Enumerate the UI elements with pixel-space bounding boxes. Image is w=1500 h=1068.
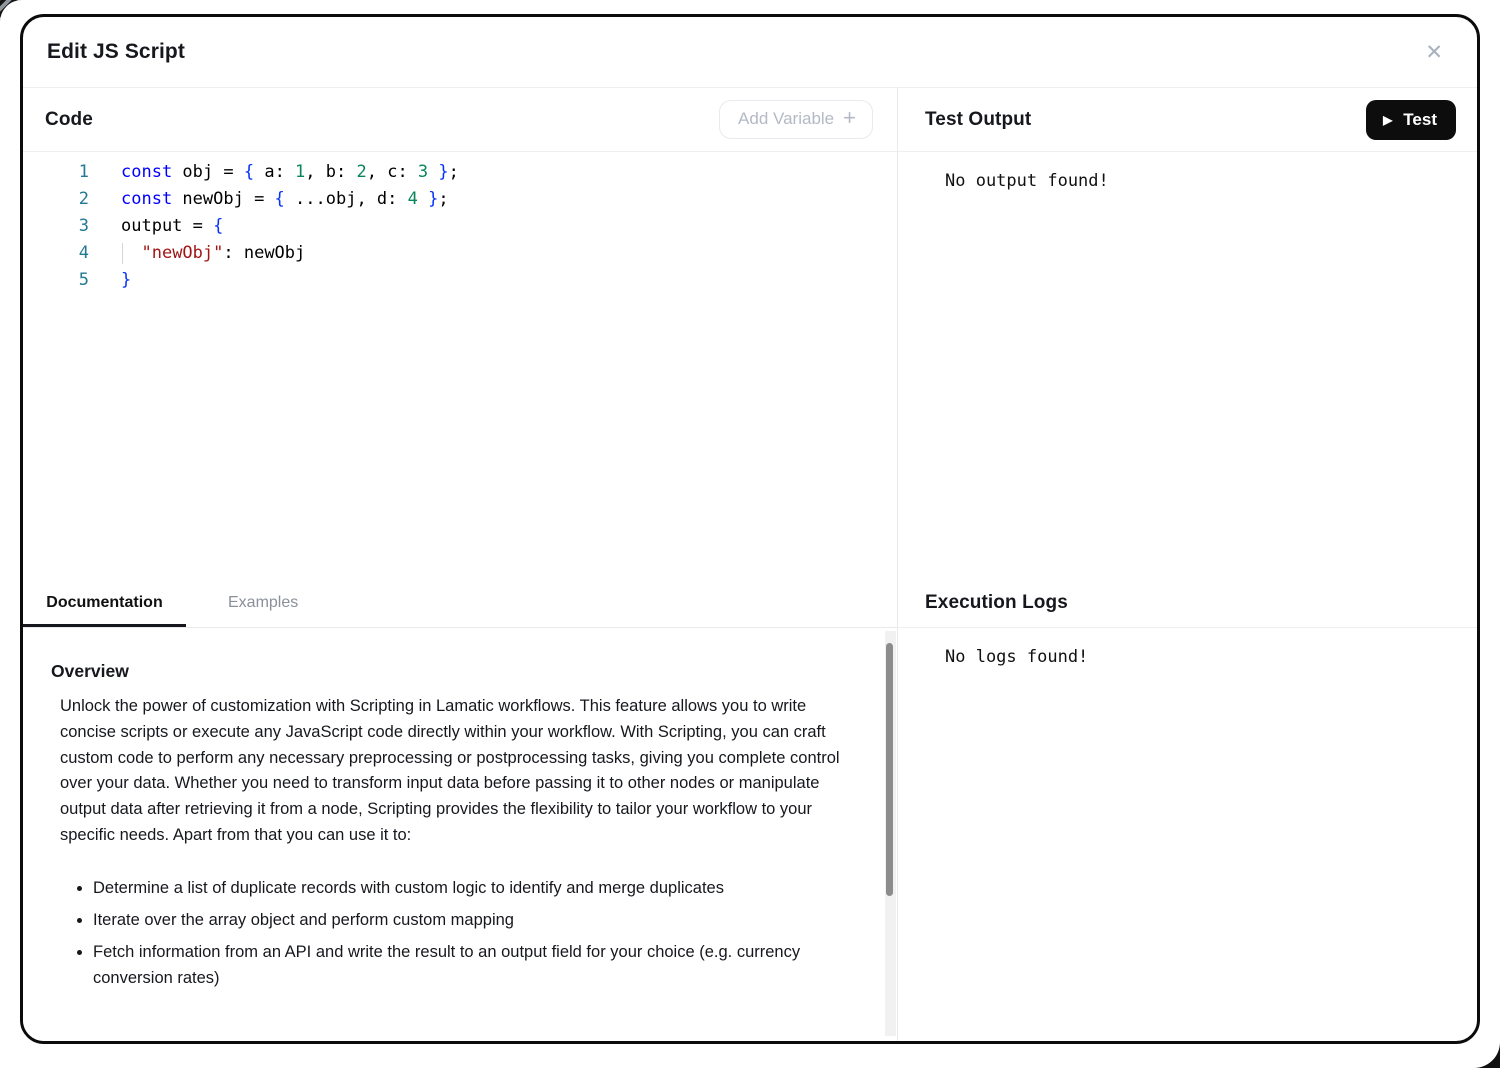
line-number: 2 — [78, 189, 89, 209]
code-line-content: const newObj = { ...obj, d: 4 }; — [121, 189, 449, 209]
code-line-content: "newObj": newObj — [121, 240, 305, 267]
code-column — [23, 88, 898, 1041]
modal-title: Edit JS Script — [47, 40, 185, 63]
code-line[interactable] — [23, 267, 897, 294]
docs-bullet-item: • Determine a list of duplicate records with custom logic to identify and merge duplicates — [93, 875, 822, 901]
close-icon[interactable]: ✕ — [1425, 40, 1443, 64]
code-line-content: const obj = { a: 1, b: 2, c: 3 }; — [121, 162, 459, 182]
execution-logs-header — [898, 578, 1477, 628]
docs-paragraph: Unlock the power of customization with Scripting in Lamatic workflows. This feature allows you to write concise scripts or execute any JavaScript code directly within your workflow. With Scripting, you can craft custom code to perform any necessary preprocessing or postprocessing tasks, giving you complete control over your data. Whether you need to transform input data before passing it to other nodes or manipulate output data after retrieving it from a node, Scripting provides the flexibility to tailor your workflow to your specific needs. Apart from that you can use it to: — [60, 697, 840, 844]
code-panel-header — [23, 88, 897, 152]
test-output-empty-message: No output found! — [945, 171, 1109, 191]
code-line[interactable] — [23, 213, 897, 240]
line-number: 1 — [78, 162, 89, 182]
docs-bullet-item: • Fetch information from an API and write the result to an output field for your choice (e.g. currency conversion rates) — [93, 939, 822, 991]
tab-examples[interactable]: Examples — [228, 593, 299, 611]
code-line[interactable] — [23, 240, 897, 267]
logs-empty-message: No logs found! — [945, 647, 1089, 667]
docs-tabs — [23, 578, 897, 628]
docs-bullet-item: • Iterate over the array object and perform custom mapping — [93, 907, 822, 933]
test-button-label: Test — [1403, 109, 1437, 129]
execution-logs-area — [898, 628, 1477, 1041]
indent-guide — [122, 243, 123, 264]
test-button[interactable] — [1366, 100, 1456, 140]
tab-documentation[interactable]: Documentation — [23, 578, 186, 627]
line-number: 4 — [78, 243, 89, 263]
docs-bullet-list — [60, 875, 822, 991]
docs-overview-heading: Overview — [51, 661, 129, 681]
test-output-area — [898, 152, 1477, 578]
code-editor[interactable] — [23, 152, 897, 578]
output-column — [898, 88, 1477, 1041]
execution-logs-title: Execution Logs — [925, 591, 1068, 613]
code-panel-title: Code — [45, 108, 93, 130]
documentation-panel — [23, 628, 897, 1041]
code-line[interactable] — [23, 186, 897, 213]
add-variable-label: Add Variable — [738, 109, 835, 128]
plus-icon: + — [843, 105, 856, 130]
modal-header — [23, 17, 1477, 88]
docs-scrollbar-track[interactable] — [885, 631, 896, 1036]
code-line[interactable] — [23, 159, 897, 186]
test-output-title: Test Output — [925, 108, 1032, 130]
test-output-header — [898, 88, 1477, 152]
line-number: 5 — [78, 270, 89, 290]
modal-body — [23, 88, 1477, 1041]
edit-js-script-modal — [20, 14, 1480, 1044]
docs-scrollbar-thumb[interactable] — [886, 643, 893, 896]
add-variable-button[interactable] — [719, 100, 873, 139]
code-line-content: output = { — [121, 216, 224, 236]
play-icon: ▶ — [1383, 112, 1393, 127]
line-number: 3 — [78, 216, 89, 236]
code-line-content: } — [121, 270, 132, 290]
